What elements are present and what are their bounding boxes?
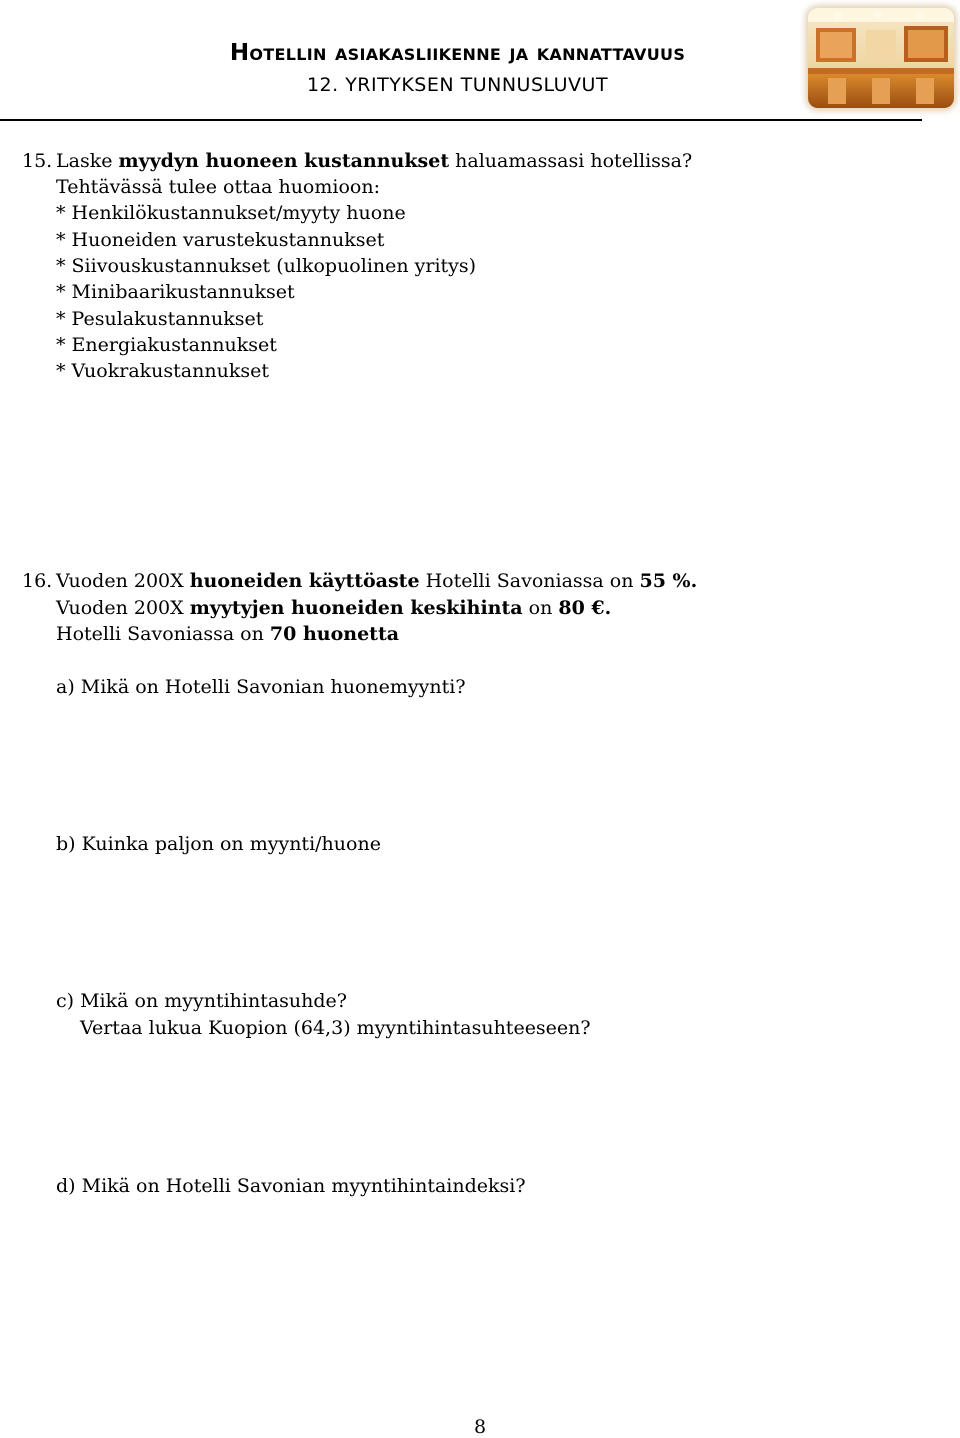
list-item: * Vuokrakustannukset: [56, 360, 269, 382]
question-15-intro: Laske myydyn huoneen kustannukset haluamassasi hotellissa?: [56, 150, 693, 172]
subquestion-c-detail: Vertaa lukua Kuopion (64,3) myyntihintasuhteeseen?: [80, 1017, 591, 1039]
subquestion-b: b) Kuinka paljon on myynti/huone: [56, 833, 381, 855]
question-15-emphasis: myydyn huoneen kustannukset: [118, 150, 450, 172]
question-15-number: 15.: [22, 150, 53, 172]
header-divider: [0, 119, 922, 121]
chapter-subtitle: 12. YRITYKSEN TUNNUSLUVUT: [306, 74, 609, 96]
list-item: * Minibaarikustannukset: [56, 281, 295, 303]
question-16-line-1: Vuoden 200X huoneiden käyttöaste Hotelli Savoniassa on 55 %.: [56, 570, 698, 592]
subquestion-a: a) Mikä on Hotelli Savonian huonemyynti?: [56, 676, 466, 698]
list-item: * Huoneiden varustekustannukset: [56, 229, 385, 251]
list-item: * Energiakustannukset: [56, 334, 277, 356]
list-item: * Siivouskustannukset (ulkopuolinen yritys): [56, 255, 477, 277]
question-16-line-3: Hotelli Savoniassa on 70 huonetta: [56, 623, 400, 645]
subquestion-c: c) Mikä on myyntihintasuhde?: [56, 990, 347, 1012]
list-item: * Pesulakustannukset: [56, 308, 264, 330]
list-item: * Henkilökustannukset/myyty huone: [56, 202, 406, 224]
page-number: 8: [473, 1416, 487, 1438]
hotel-reception-photo: [808, 8, 954, 108]
question-16-line-2: Vuoden 200X myytyjen huoneiden keskihinta on 80 €.: [56, 597, 612, 619]
subquestion-d: d) Mikä on Hotelli Savonian myyntihintaindeksi?: [56, 1175, 526, 1197]
document-title: Hotellin asiakasliikenne ja kannattavuus: [229, 40, 686, 66]
question-16-number: 16.: [22, 570, 53, 592]
question-15-lead: Tehtävässä tulee ottaa huomioon:: [56, 176, 380, 198]
